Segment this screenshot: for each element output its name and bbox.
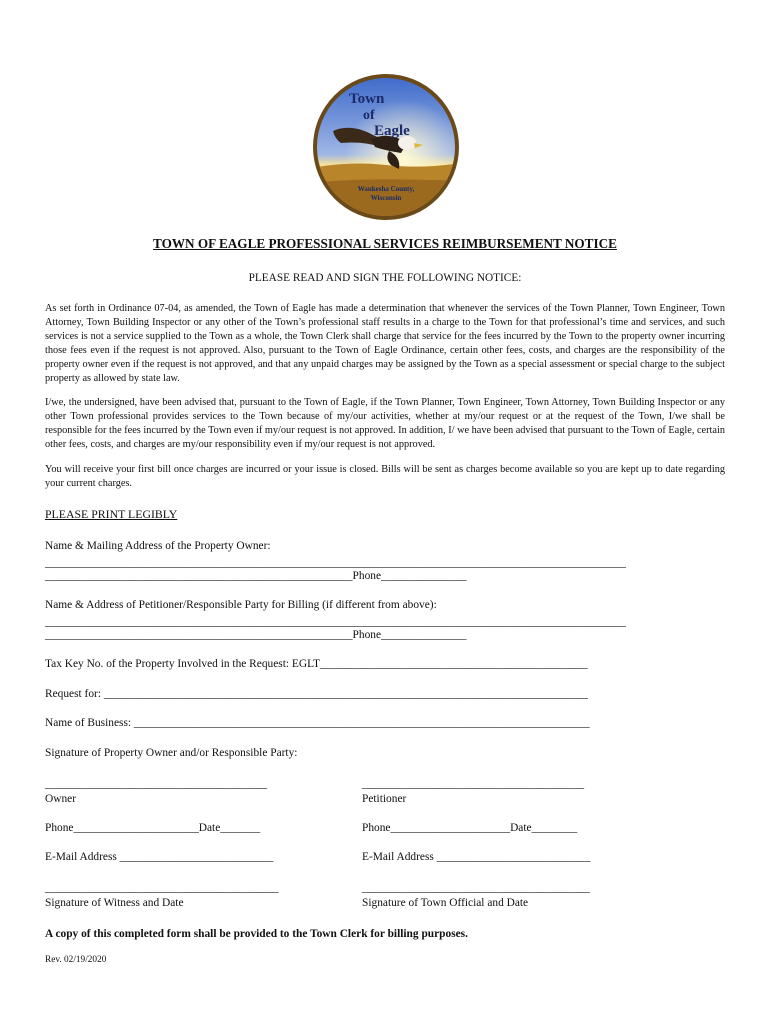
owner-address-label: Name & Mailing Address of the Property Owner: (45, 540, 271, 552)
owner-phone-date-field[interactable]: Phone______________________Date_______ (45, 822, 261, 834)
official-label: Signature of Town Official and Date (362, 897, 529, 909)
owner-address-line-1[interactable]: ______________________________________________________________________________________________________ (45, 557, 626, 569)
witness-signature-line[interactable]: _________________________________________ (45, 882, 279, 894)
official-signature-line[interactable]: ________________________________________ (362, 882, 590, 894)
owner-signature-line[interactable]: _______________________________________ (45, 778, 268, 790)
town-logo (311, 73, 461, 221)
copy-notice: A copy of this completed form shall be provided to the Town Clerk for billing purposes. (45, 928, 468, 940)
notice-title: TOWN OF EAGLE PROFESSIONAL SERVICES REIMBURSEMENT NOTICE (153, 236, 617, 251)
signature-section-label: Signature of Property Owner and/or Responsible Party: (45, 747, 298, 759)
notice-subtitle: PLEASE READ AND SIGN THE FOLLOWING NOTICE: (248, 272, 522, 284)
petitioner-email-field[interactable]: E-Mail Address ___________________________ (362, 851, 591, 863)
logo-text-county: Waukesha County, (357, 185, 415, 193)
request-for-field[interactable]: Request for: _____________________________________________________________________________________ (45, 688, 588, 700)
petitioner-address-line-1[interactable]: ______________________________________________________________________________________________________ (45, 616, 626, 628)
owner-email-field[interactable]: E-Mail Address ___________________________ (45, 851, 274, 863)
billing-paragraph: You will receive your first bill once charges are incurred or your issue is closed. Bills will be sent as charges become available so you are kept up to date regarding your current charges. (45, 464, 725, 489)
advisement-paragraph: I/we, the undersigned, have been advised that, pursuant to the Town of Eagle, if the Town Planner, Town Engineer, Town Attorney, Town Building Inspector or any other Town professional provides services to the Town because of my/our activities, whether at my/our request or at the request of the Town, I/we shall be responsible for the fees incurred by the Town even if my/our request is not approved. In addition, I/ we have been advised that pursuant to the Town of Eagle, certain other fees, costs, and charges are my/our responsibility even if my/our request is not approved. (45, 397, 725, 450)
tax-key-field[interactable]: Tax Key No. of the Property Involved in the Request: EGLT_______________________________________________ (45, 658, 588, 670)
petitioner-address-label: Name & Address of Petitioner/Responsible Party for Billing (if different from above): (45, 599, 437, 611)
business-name-field[interactable]: Name of Business: ________________________________________________________________________________ (45, 717, 590, 729)
witness-label: Signature of Witness and Date (45, 897, 184, 909)
logo-text-of: of (363, 108, 375, 123)
petitioner-signature-line[interactable]: _______________________________________ (362, 778, 585, 790)
owner-address-phone-line[interactable]: ______________________________________________________Phone_______________ (45, 570, 467, 582)
ordinance-paragraph: As set forth in Ordinance 07-04, as amended, the Town of Eagle has made a determination that whenever the services of the Town Planner, Town Engineer, Town Attorney, Town Building Inspector or any other of the Town’s professional staff results in a charge to the Town for that professional’s time and services, and such services is not a service supplied to the Town as a whole, the Town Clerk shall charge that service for the fees incurred by the Town to the property owner incurring those fees even if the request is not approved. Also, pursuant to the Town of Eagle Ordinance, certain other fees, costs, and charges are the responsibility of the property owner even if the request is not approved, and that any unpaid charges may be assigned by the Town as a special assessment or special charge to the subject property as allowed by state law. (45, 303, 725, 384)
petitioner-label: Petitioner (362, 793, 407, 805)
logo-text-state: Wisconsin (370, 194, 402, 202)
petitioner-phone-date-field[interactable]: Phone_____________________Date________ (362, 822, 578, 834)
petitioner-address-phone-line[interactable]: ______________________________________________________Phone_______________ (45, 629, 467, 641)
logo-text-eagle: Eagle (374, 123, 410, 139)
revision-date: Rev. 02/19/2020 (45, 955, 107, 965)
print-legibly-heading: PLEASE PRINT LEGIBLY (45, 507, 178, 521)
logo-text-town: Town (349, 91, 385, 107)
owner-label: Owner (45, 793, 76, 805)
